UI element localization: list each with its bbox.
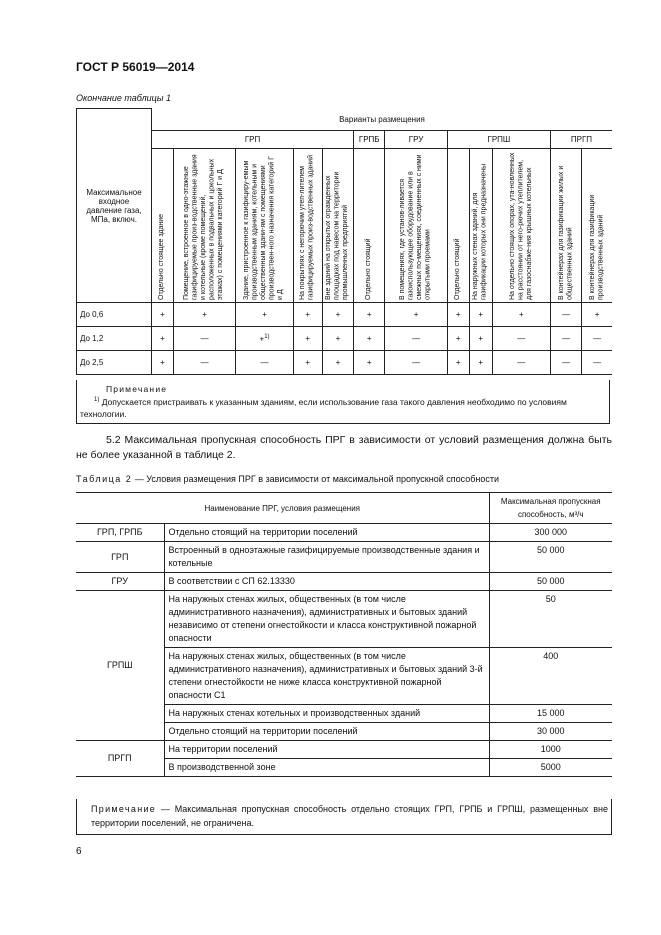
row-condition: В производственной зоне [164,759,489,777]
row-value: 1000 [489,741,612,759]
col-header: В контейнерах для газификации жилых и общественных зданий [557,165,574,300]
col-header: Отдельно стоящий [364,238,372,300]
table-row [76,542,612,573]
table1-variants-header: Варианты размещения [152,109,613,131]
row-label: До 1,2 [77,327,152,351]
table-cell: + [322,351,353,375]
row-group: ГРП [76,542,164,573]
table-cell: — [173,351,236,375]
table-cell: + [447,351,469,375]
table2 [76,492,612,777]
row-condition: Встроенный в одноэтажные газифицируемые производственные здания и котельные [164,542,489,573]
row-value: 5000 [489,759,612,777]
row-value: 15 000 [489,705,612,723]
row-value: 50 000 [489,573,612,591]
table-cell: + [322,303,353,327]
col-header: На отдельно стоящих опорах, ута-новленных на расстоянии от него-рючих утеплителем, для газоснабже-ния крышных котельных [508,152,533,300]
row-condition: На наружных стенах жилых, общественных (в том числе административного назначения), административных и бытовых зданий 3-й степени огнестойкости не ниже класса конструктивной пожарной опасности С1 [164,648,489,705]
footnote-marker: 1) [264,333,270,340]
col-header: Вне зданий на открытых огражденных площадках под навесом на территории промышленных предприятий [325,171,350,300]
table-cell: + [293,303,322,327]
table-cell: + [469,327,492,351]
table2-header-row [76,493,612,524]
table-cell: + [293,327,322,351]
row-label: До 0,6 [77,303,152,327]
table-cell-with-footnote [236,327,293,351]
table-cell: — [236,351,293,375]
col-header: В помещениях, где установ-ливается газоиспользующее оборудование или в смежных по-мещениях, соединенных с ними открытыми проемами [399,153,432,300]
table-cell: + [354,327,385,351]
table-cell: + [322,327,353,351]
table-row [76,524,612,542]
group-gru: ГРУ [385,131,448,149]
note-text: Допускается пристраивать к указанным зданиям, если использование газа такого давления необходимо по условиям технологии. [80,396,567,419]
note-title: Примечание [106,384,168,394]
table-cell: — [582,351,612,375]
table-cell: + [354,303,385,327]
page-number: 6 [76,846,82,857]
col-header: На покрытиях с негорючим утеп-лителем газифицируемых произ-водственных зданий [299,154,315,300]
row-group: ГРПШ [76,591,164,741]
table1-head-left [77,109,152,303]
table1-caption: Окончание таблицы 1 [76,93,171,103]
row-condition: На наружных стенах жилых, общественных (в том числе административного назначения), административных и бытовых зданий независимо от степени огнестойкости и класса конструктивной пожарной опасности [164,591,489,648]
table-cell: — [492,351,550,375]
table-cell: — [550,303,581,327]
paragraph-5-2: 5.2 Максимальная пропускная способность ПРГ в зависимости от условий размещения должна быть не более указанной в таблице 2. [76,434,612,461]
col-header: Здание, пристроенное к газифициру-емым производственным зданиям, котельным и общественным здани-ям с помещениями производствен-ного назначения категорий Г и Д [243,155,285,300]
row-condition: Отдельно стоящий на территории поселений [164,524,489,542]
table-cell: — [492,327,550,351]
table-cell: + [152,303,174,327]
table-cell: + [173,303,236,327]
group-grp: ГРП [152,131,354,149]
col-header: Отдельно стоящий [454,238,462,300]
table-cell: + [469,351,492,375]
table-cell: + [152,327,174,351]
table-cell: + [354,351,385,375]
group-grpb: ГРПБ [354,131,385,149]
row-group: ПРГП [76,741,164,777]
row-condition: В соответствии с СП 62.13330 [164,573,489,591]
table-cell: — [582,327,612,351]
table-cell: + [492,303,550,327]
table-cell: + [447,327,469,351]
table-cell: + [582,303,612,327]
row-value: 50 [489,591,612,648]
note-text: — Максимальная пропускная способность отдельно стоящих ГРП, ГРПБ и ГРПШ, размещенных вне территории поселений, не ограничена. [91,804,608,828]
table-cell-value: + [259,334,265,344]
table-row [77,327,613,351]
table1 [76,108,612,375]
table2-note [76,799,612,835]
table-row [76,741,612,759]
table-cell: + [152,351,174,375]
table-cell: + [236,303,293,327]
footnote-marker: 1) [94,397,100,403]
table2-head-left: Наименование ПРГ, условия размещения [76,493,489,524]
col-header: На наружных стенах зданий, для газификации которых они предназначены [472,163,488,300]
row-value: 50 000 [489,542,612,573]
table-cell: — [550,351,581,375]
col-header: Помещение, встроенное в одно-этажные газифицируемые произ-водственные здания и котельные (кроме помещений, расположенных в подвальных и цокольных этажах) с помещениями категорий Г и Д [183,153,225,300]
row-value: 400 [489,648,612,705]
table2-caption-text: — Условия размещения ПРГ в зависимости от максимальной пропускной способности [132,474,499,484]
table1-note [76,380,610,424]
table-row [76,573,612,591]
note-label: Примечание [91,804,157,814]
table-cell: — [385,351,448,375]
table-cell: — [385,327,448,351]
document-header: ГОСТ Р 56019—2014 [76,60,195,74]
table2-head-right: Максимальная пропускная способность, м³/ч [489,493,612,524]
col-header: В контейнерах для газификации производственных зданий [588,194,605,300]
row-condition: На территории поселений [164,741,489,759]
note-body [80,394,609,420]
table-row [76,591,612,648]
row-label: До 2,5 [77,351,152,375]
table2-caption-label: Таблица 2 [76,474,133,484]
row-value: 30 000 [489,723,612,741]
table1-head-left-text: Максимальное входное давление газа, МПа, включ. [86,187,142,224]
table-cell: + [293,351,322,375]
table1-column-headers [77,149,613,303]
col-header: Отдельно стоящее здание [158,213,166,300]
row-group: ГРП, ГРПБ [76,524,164,542]
table-cell: — [550,327,581,351]
table-cell: + [469,303,492,327]
row-condition: На наружных стенах котельных и производственных зданий [164,705,489,723]
table2-caption [76,474,499,484]
table-row [77,351,613,375]
table-cell: — [173,327,236,351]
row-group: ГРУ [76,573,164,591]
group-grpsh: ГРПШ [447,131,550,149]
row-condition: Отдельно стоящий на территории поселений [164,723,489,741]
group-prgp: ПРГП [550,131,612,149]
table-cell: + [447,303,469,327]
table-cell: + [385,303,448,327]
table-row [77,303,613,327]
row-value: 300 000 [489,524,612,542]
